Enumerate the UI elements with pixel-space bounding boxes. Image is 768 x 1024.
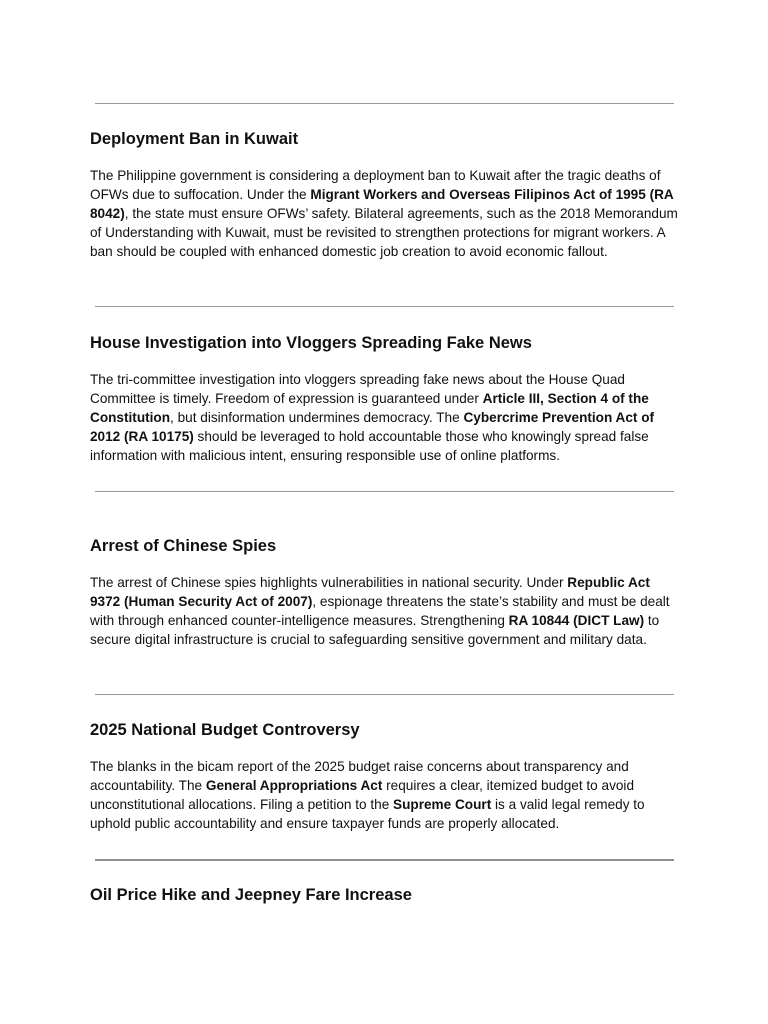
body-text: to secure digital infrastructure is crucial to safeguarding sensitive government and military data. (90, 613, 660, 647)
body-text: , but disinformation undermines democracy. The (170, 410, 464, 425)
section-divider (95, 491, 674, 492)
section-title: Deployment Ban in Kuwait (90, 130, 299, 148)
body-text: is a valid legal remedy to uphold public accountability and ensure taxpayer funds are properly allocated. (90, 797, 645, 831)
bold-term: General Appropriations Act (205, 778, 383, 793)
section-oil-price-hike (90, 885, 680, 905)
bold-term: Republic Act 9372 (Human Security Act of 2007) (90, 575, 650, 609)
section-body (90, 370, 680, 465)
bold-term: RA 10844 (DICT Law) (508, 613, 645, 628)
body-text: requires a clear, itemized budget to avoid unconstitutional allocations. Filing a petition to the (90, 778, 635, 812)
section-chinese-spies (90, 536, 680, 649)
bold-term: Migrant Workers and Overseas Filipinos Act of 1995 (RA 8042) (90, 187, 674, 221)
body-text: , the state must ensure OFWs’ safety. Bilateral agreements, such as the 2018 Memorandum of Understanding with Kuwait, must be revisited to strengthen protections for migrant workers. A ban should be coupled with enhanced domestic job creation to avoid economic fallout. (90, 206, 678, 259)
section-vloggers-investigation (90, 333, 680, 465)
section-divider (95, 694, 674, 695)
body-text: should be leveraged to hold accountable those who knowingly spread false information with malicious intent, ensuring responsible use of online platforms. (90, 429, 649, 463)
section-title: House Investigation into Vloggers Spreading Fake News (90, 334, 532, 352)
section-title: 2025 National Budget Controversy (90, 721, 360, 739)
section-body (90, 573, 680, 649)
bold-term: Supreme Court (393, 797, 492, 812)
body-text: The arrest of Chinese spies highlights vulnerabilities in national security. Under (90, 575, 568, 590)
body-text: The tri-committee investigation into vloggers spreading fake news about the House Quad Committee is timely. Freedom of expression is guaranteed under (90, 372, 625, 406)
section-divider (95, 859, 674, 861)
bold-term: Article III, Section 4 of the Constitution (90, 391, 649, 425)
body-text: The Philippine government is considering a deployment ban to Kuwait after the tragic deaths of OFWs due to suffocation. Under the (90, 168, 661, 202)
section-budget-controversy (90, 720, 680, 833)
section-body (90, 757, 680, 833)
section-divider (95, 103, 674, 104)
section-title: Oil Price Hike and Jeepney Fare Increase (90, 886, 412, 904)
section-title: Arrest of Chinese Spies (90, 537, 277, 555)
body-text: The blanks in the bicam report of the 2025 budget raise concerns about transparency and accountability. The (90, 759, 629, 793)
section-body (90, 166, 680, 261)
bold-term: Cybercrime Prevention Act of 2012 (RA 10175) (90, 410, 655, 444)
section-divider (95, 306, 674, 307)
section-deployment-ban (90, 129, 680, 261)
body-text: , espionage threatens the state’s stability and must be dealt with through enhanced counter-intelligence measures. Strengthening (90, 594, 670, 628)
